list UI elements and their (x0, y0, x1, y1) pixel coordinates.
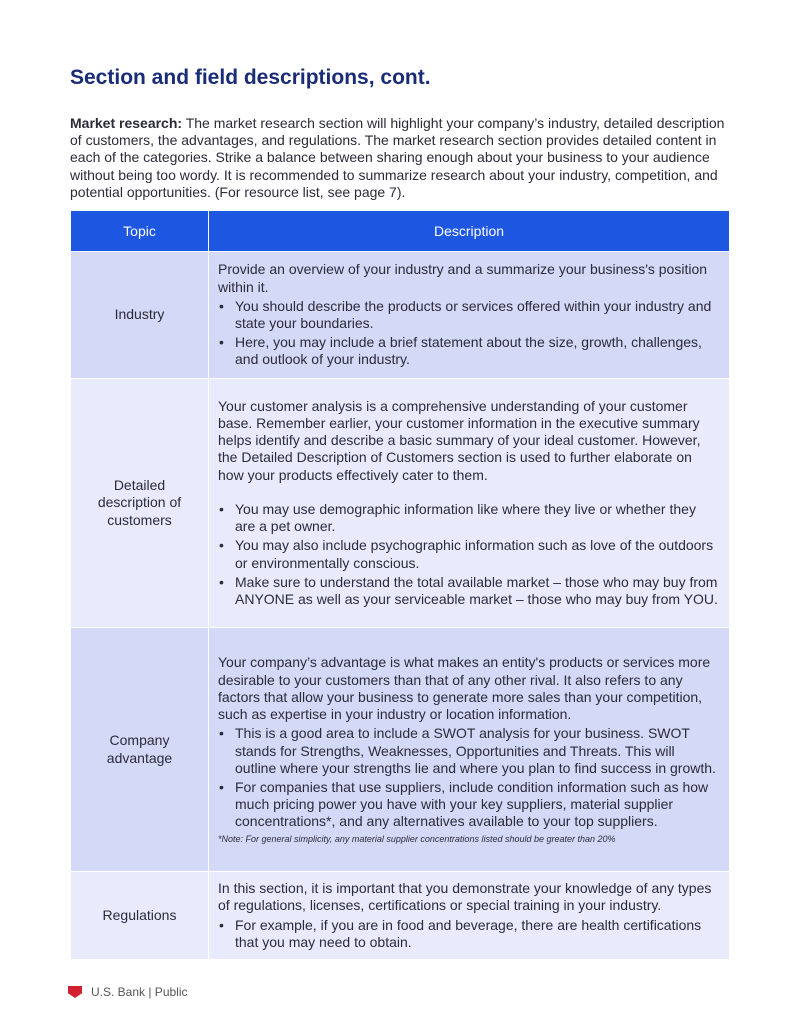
bullet-item (218, 574, 719, 608)
topic-cell: Detailed description of customers (71, 379, 209, 628)
footnote: *Note: For general simplicity, any material supplier concentrations listed should be greater than 20% (218, 833, 616, 844)
bullet-text: You may also include psychographic information such as love of the outdoors or environmentally conscious. (235, 537, 714, 571)
bullet-list (218, 501, 719, 608)
footer (68, 985, 188, 999)
bullet-list (218, 725, 719, 830)
description-intro: Your company’s advantage is what makes an entity's products or services more desirable to your customers than that of any other rival. It also refers to any factors that allow your business to generate more sales than your competition, such as expertise in your industry or location information. (218, 654, 711, 723)
field-description-table (70, 210, 730, 960)
bullet-glyph: • (219, 297, 224, 314)
table-row-customers (71, 379, 730, 628)
bullet-item (218, 779, 719, 831)
bullet-text: Here, you may include a brief statement about the size, growth, challenges, and outlook of your industry. (235, 334, 702, 368)
shield-icon (68, 986, 82, 998)
bullet-item (218, 537, 719, 571)
footer-label: U.S. Bank | Public (91, 985, 188, 999)
bullet-text: For example, if you are in food and beverage, there are health certifications that you may need to obtain. (235, 916, 702, 950)
topic-cell: Regulations (71, 872, 209, 960)
bullet-item (218, 917, 719, 951)
description-header: Description (209, 211, 730, 252)
bullet-glyph: • (219, 916, 224, 933)
market-research-intro (70, 115, 730, 201)
description-cell (209, 628, 730, 872)
description-cell (209, 379, 730, 628)
bullet-list (218, 298, 719, 369)
bullet-text: For companies that use suppliers, include condition information such as how much pricing power you have with your key suppliers, material supplier concentrations*, and any alternatives available to your top suppliers. (235, 778, 709, 830)
bullet-item (218, 725, 719, 777)
description-cell (209, 872, 730, 960)
description-cell (209, 252, 730, 379)
bullet-glyph: • (219, 573, 224, 590)
bullet-list (218, 917, 719, 951)
bullet-item (218, 334, 719, 368)
bullet-glyph: • (219, 537, 224, 554)
description-intro: In this section, it is important that you demonstrate your knowledge of any types of regulations, licenses, certifications or special training in your industry. (218, 880, 712, 914)
bullet-text: This is a good area to include a SWOT analysis for your business. SWOT stands for Strengths, Weaknesses, Opportunities and Threats. This will outline where your strengths lie and where you plan to find success in growth. (235, 725, 716, 776)
topic-cell: Industry (71, 252, 209, 379)
table-row-regulations (71, 872, 730, 960)
page-title: Section and field descriptions, cont. (70, 66, 431, 89)
topic-cell: Company advantage (71, 628, 209, 872)
description-intro: Provide an overview of your industry and a summarize your business's position within it. (218, 261, 708, 295)
bullet-text: You should describe the products or services offered within your industry and state your boundaries. (235, 297, 712, 331)
bullet-text: Make sure to understand the total available market – those who may buy from ANYONE as well as your serviceable market – those who may buy from YOU. (235, 573, 718, 607)
table-header-row (71, 211, 730, 252)
bullet-text: You may use demographic information like where they live or whether they are a pet owner. (235, 500, 696, 535)
table-row-industry (71, 252, 730, 379)
bullet-item (218, 298, 719, 332)
intro-lead: Market research: (70, 115, 183, 131)
topic-header: Topic (71, 211, 209, 252)
bullet-item (218, 501, 719, 535)
bullet-glyph: • (219, 500, 224, 517)
description-intro: Your customer analysis is a comprehensive understanding of your customer base. Remember earlier, your customer information in the executive summary helps identify and describe a basic summary of your ideal customer. However, the Detailed Description of Customers section is used to further elaborate on how your products effectively cater to them. (218, 397, 701, 483)
table-row-advantage (71, 628, 730, 872)
bullet-glyph: • (219, 778, 224, 795)
bullet-glyph: • (219, 334, 224, 351)
bullet-glyph: • (219, 725, 224, 742)
intro-text: The market research section will highlight your company’s industry, detailed description of customers, the advantages, and regulations. The market research section provides detailed content in each of the categories. Strike a balance between sharing enough about your business to your audience without being too wordy. It is recommended to summarize research about your industry, competition, and potential opportunities. (For resource list, see page 7). (70, 115, 725, 200)
